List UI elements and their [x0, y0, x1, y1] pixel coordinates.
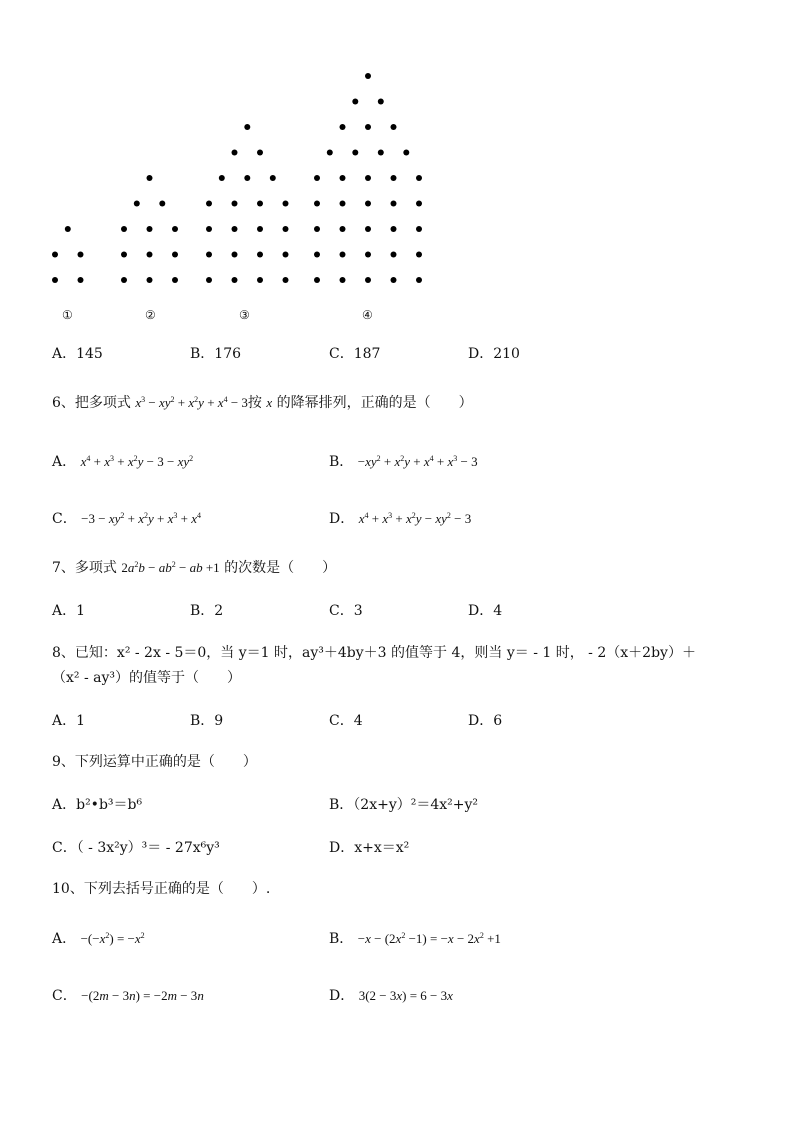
- figure-2-dot: [121, 277, 127, 283]
- figure-4-dot: [340, 175, 346, 181]
- q9-option-a: A．b²•b³＝b⁶: [52, 797, 143, 813]
- figure-2-dot: [147, 252, 153, 258]
- figure-3-dot: [206, 277, 212, 283]
- q10-option-b-label: B．: [329, 931, 354, 947]
- q6-stem-mid: 按: [247, 395, 262, 411]
- figure-4-dot: [314, 175, 320, 181]
- q6-option-c-expr: $-3 - xy^2 + x^2y + x^3 + x^4$: [81, 511, 202, 526]
- figure-4-dot: [314, 226, 320, 232]
- figure-2-dot: [147, 277, 153, 283]
- figure-4-dot: [403, 150, 409, 156]
- figure-4-dot: [340, 226, 346, 232]
- figure-3-dot: [257, 226, 263, 232]
- figure-4-dot: [314, 277, 320, 283]
- figure-4-dot: [314, 201, 320, 207]
- figure-2-dot: [147, 175, 153, 181]
- figure-4-dot: [365, 175, 371, 181]
- figure-2-dot: [159, 201, 165, 207]
- q8-option-d: D．6: [468, 713, 503, 729]
- figure-3-dot: [257, 201, 263, 207]
- figure-2-dot: [121, 252, 127, 258]
- figure-3-dot: [219, 175, 225, 181]
- q10-option-c-label: C．: [52, 988, 77, 1004]
- figure-label-2: ②: [145, 308, 156, 322]
- q7-option-c: C．3: [329, 603, 363, 619]
- figure-label-3: ③: [239, 308, 250, 322]
- figure-3-dot: [257, 252, 263, 258]
- q7-option-d: D．4: [468, 603, 503, 619]
- q7-option-a: A．1: [52, 603, 86, 619]
- q5-option-d: D．210: [468, 346, 520, 362]
- figure-2-dot: [121, 226, 127, 232]
- q6-option-c: [52, 510, 201, 528]
- q8-stem-line2: （x² - ay³）的值等于（ ）: [52, 670, 242, 686]
- q9-option-c: C．（ - 3x²y）³＝ - 27x⁶y³: [52, 840, 220, 856]
- figure-4-dot: [416, 277, 422, 283]
- figure-label-4: ④: [362, 308, 373, 322]
- q10-option-d-label: D．: [329, 988, 355, 1004]
- q8-stem-equation: x² - 2x - 5＝0，当 y＝1 时，ay³＋4by＋3 的值等于 4，则当 y＝ - 1 时， - 2（x＋2by）＋: [116, 645, 696, 661]
- figure-1-dot: [65, 226, 71, 232]
- q6-option-d: [329, 510, 471, 528]
- figure-1-dot: [78, 252, 84, 258]
- q6-option-a-expr: $x^4 + x^3 + x^2y - 3 - xy^2$: [80, 454, 194, 469]
- figure-4-dot: [340, 201, 346, 207]
- figure-3-dot: [206, 226, 212, 232]
- q6-option-c-label: C．: [52, 511, 77, 527]
- figure-2-dot: [147, 226, 153, 232]
- q6-stem-suffix: 的降幂排列，正确的是（ ）: [276, 395, 473, 411]
- q6-option-a-label: A．: [52, 454, 77, 470]
- figure-4-dot: [391, 252, 397, 258]
- q6-polynomial: $x^3 - xy^2 + x^2y + x^4 - 3$: [135, 395, 248, 410]
- figure-4-dot: [416, 201, 422, 207]
- figure-1-dot: [52, 252, 58, 258]
- figure-3-dot: [257, 277, 263, 283]
- q9-option-b: B．（2x+y）²＝4x²+y²: [329, 797, 479, 813]
- q10-stem: 10、下列去括号正确的是（ ）.: [52, 881, 271, 897]
- q6-option-b: [329, 453, 478, 471]
- figure-3-dot: [283, 226, 289, 232]
- figure-3-dot: [232, 252, 238, 258]
- figure-4-dot: [365, 252, 371, 258]
- figure-3-dot: [257, 150, 263, 156]
- q6-option-a: [52, 453, 193, 471]
- q10-option-d: [329, 987, 453, 1005]
- figure-4-dot: [391, 277, 397, 283]
- figure-4-dot: [416, 175, 422, 181]
- figure-4-dot: [378, 99, 384, 105]
- figure-3-dot: [232, 201, 238, 207]
- figure-label-1: ①: [62, 308, 73, 322]
- q10-option-a-expr: $-(-x^2) = -x^2$: [80, 931, 145, 946]
- q10-option-a-label: A．: [52, 931, 77, 947]
- figure-4-dot: [365, 73, 371, 79]
- q8-option-b: B．9: [190, 713, 224, 729]
- figure-1-dot: [52, 277, 58, 283]
- q10-option-b: [329, 930, 501, 948]
- figure-3-dot: [206, 201, 212, 207]
- q7-stem-prefix: 7、多项式: [52, 560, 117, 576]
- q7-polynomial: $2a^2b - ab^2$ − ab +1: [121, 560, 220, 575]
- figure-3-dot: [244, 124, 250, 130]
- q5-option-b: B．176: [190, 346, 242, 362]
- figure-4-dot: [340, 277, 346, 283]
- q6-option-b-label: B．: [329, 454, 354, 470]
- q6-option-b-expr: $-xy^2 + x^2y + x^4 + x^3 - 3$: [357, 454, 478, 469]
- figure-4-dot: [352, 99, 358, 105]
- figure-3-dot: [270, 175, 276, 181]
- q6-option-d-label: D．: [329, 511, 355, 527]
- q9-stem: 9、下列运算中正确的是（ ）: [52, 754, 257, 770]
- q10-option-c-expr: −(2m − 3n) = −2m − 3n: [81, 988, 204, 1003]
- figure-4-dot: [365, 124, 371, 130]
- q7-option-b: B．2: [190, 603, 224, 619]
- q8-option-c: C．4: [329, 713, 363, 729]
- q6-stem-var: x: [266, 395, 273, 410]
- q5-option-c: C．187: [329, 346, 381, 362]
- figure-2-dot: [172, 277, 178, 283]
- figure-4-dot: [352, 150, 358, 156]
- figure-3-dot: [283, 277, 289, 283]
- figure-4-dot: [391, 226, 397, 232]
- figure-3-dot: [232, 150, 238, 156]
- q6-stem-prefix: 6、把多项式: [52, 395, 131, 411]
- figure-4-dot: [365, 201, 371, 207]
- figure-4-dot: [314, 252, 320, 258]
- figure-2-dot: [172, 226, 178, 232]
- q10-option-a: [52, 930, 145, 948]
- q10-option-c: [52, 987, 204, 1005]
- figure-3-dot: [244, 175, 250, 181]
- figure-3-dot: [232, 277, 238, 283]
- q6-option-d-expr: $x^4 + x^3 + x^2y - xy^2 - 3$: [358, 511, 472, 526]
- q8-stem-prefix: 8、已知：: [52, 645, 117, 661]
- figure-4-dot: [378, 150, 384, 156]
- figure-4-dot: [416, 226, 422, 232]
- figure-4-dot: [365, 226, 371, 232]
- q10-option-d-expr: 3(2 − 3x) = 6 − 3x: [358, 988, 453, 1003]
- figure-3-dot: [232, 226, 238, 232]
- dot-pattern-figure: [0, 0, 794, 340]
- figure-4-dot: [416, 252, 422, 258]
- q8-stem-line1: [52, 644, 696, 662]
- q6-stem: [52, 394, 473, 412]
- figure-4-dot: [340, 124, 346, 130]
- figure-2-dot: [172, 252, 178, 258]
- figure-1-dot: [78, 277, 84, 283]
- q8-option-a: A．1: [52, 713, 86, 729]
- q9-option-d: D．x+x＝x²: [329, 840, 410, 856]
- q5-option-a: A．145: [52, 346, 103, 362]
- figure-4-dot: [365, 277, 371, 283]
- figure-4-dot: [391, 175, 397, 181]
- figure-4-dot: [391, 124, 397, 130]
- q7-stem-suffix: 的次数是（ ）: [224, 560, 337, 576]
- figure-4-dot: [340, 252, 346, 258]
- figure-3-dot: [283, 201, 289, 207]
- figure-2-dot: [134, 201, 140, 207]
- figure-4-dot: [391, 201, 397, 207]
- q7-stem: [52, 559, 336, 577]
- q10-option-b-expr: $-x - (2x^2 -1) = -x - 2x^2 +1$: [357, 931, 501, 946]
- figure-3-dot: [283, 252, 289, 258]
- figure-4-dot: [327, 150, 333, 156]
- figure-3-dot: [206, 252, 212, 258]
